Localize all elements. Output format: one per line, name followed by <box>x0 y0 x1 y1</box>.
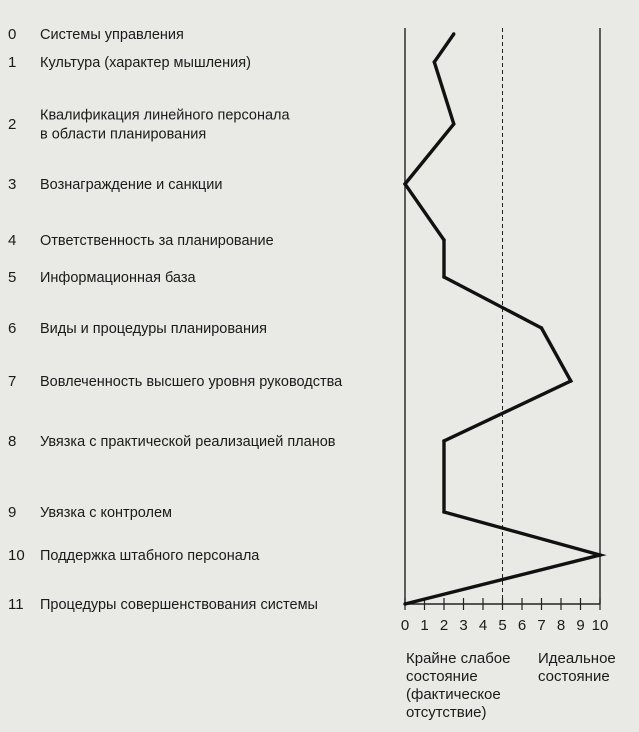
row-number-10: 10 <box>8 547 25 564</box>
x-tick-label-3: 3 <box>459 617 468 634</box>
category-labels <box>8 26 343 613</box>
left-note-line-4: отсутствие) <box>406 704 487 721</box>
profile-point-5 <box>442 275 445 278</box>
row-number-1: 1 <box>8 54 17 71</box>
row-number-6: 6 <box>8 320 17 337</box>
right-note-line-1: Идеальное <box>538 650 616 667</box>
row-number-2: 2 <box>8 116 17 133</box>
profile-point-2 <box>452 122 455 125</box>
x-tick-label-4: 4 <box>478 617 488 634</box>
row-label-4: Ответственность за планирование <box>40 233 274 249</box>
row-label-0: Системы управления <box>40 27 184 43</box>
gridlines <box>405 28 600 604</box>
left-note-line-1: Крайне слабое <box>406 650 511 667</box>
row-label-8: Увязка с практической реализацией планов <box>40 434 336 450</box>
row-number-0: 0 <box>8 26 17 43</box>
x-tick-label-10: 10 <box>591 617 609 634</box>
profile-point-4 <box>442 238 445 241</box>
profile-point-7 <box>569 379 572 382</box>
row-label-2-line-1: Квалификация линейного персонала <box>40 107 290 124</box>
row-label-9: Увязка с контролем <box>40 505 172 521</box>
row-number-9: 9 <box>8 504 17 521</box>
row-number-11: 11 <box>8 596 24 613</box>
row-number-5: 5 <box>8 269 17 286</box>
profile-point-8 <box>442 439 445 442</box>
row-number-4: 4 <box>8 232 17 249</box>
left-note-line-2: состояние <box>406 668 478 685</box>
profile-point-6 <box>540 326 543 329</box>
profile-point-10 <box>598 553 601 556</box>
profile-point-3 <box>403 182 406 185</box>
x-tick-label-1: 1 <box>420 617 429 634</box>
left-note-line-3: (фактическое <box>406 686 501 703</box>
x-tick-label-7: 7 <box>537 617 546 634</box>
x-tick-label-9: 9 <box>576 617 585 634</box>
row-label-7: Вовлеченность высшего уровня руководства <box>40 374 343 390</box>
row-label-6: Виды и процедуры планирования <box>40 321 267 337</box>
x-tick-label-2: 2 <box>439 617 449 634</box>
x-axis <box>401 598 609 634</box>
row-number-3: 3 <box>8 176 17 193</box>
row-number-7: 7 <box>8 373 17 390</box>
right-note-line-2: состояние <box>538 668 610 685</box>
axis-notes <box>406 650 616 721</box>
x-tick-label-0: 0 <box>400 617 410 634</box>
x-tick-label-6: 6 <box>517 617 527 634</box>
profile-point-0 <box>452 32 455 35</box>
row-number-8: 8 <box>8 433 17 450</box>
profile-point-11 <box>403 602 406 605</box>
row-label-11: Процедуры совершенствования системы <box>40 597 318 613</box>
row-label-1: Культура (характер мышления) <box>40 55 251 71</box>
row-label-2-line-2: в области планирования <box>40 126 207 143</box>
profile-point-1 <box>433 60 436 63</box>
row-label-5: Информационная база <box>40 270 196 286</box>
row-label-3: Вознаграждение и санкции <box>40 177 223 193</box>
x-tick-label-5: 5 <box>498 617 507 634</box>
row-label-10: Поддержка штабного персонала <box>40 548 260 564</box>
x-tick-label-8: 8 <box>556 617 566 634</box>
profile-point-9 <box>442 510 445 513</box>
